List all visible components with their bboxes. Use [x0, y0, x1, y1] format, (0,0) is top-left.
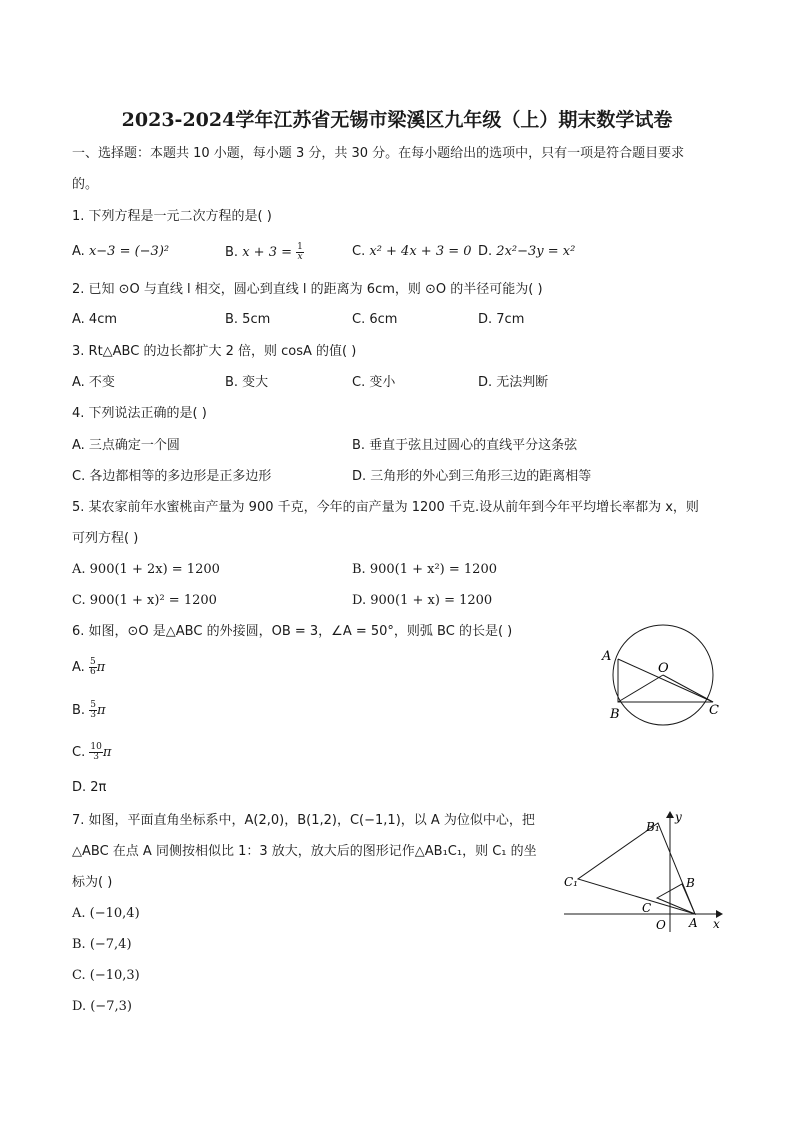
q3-option-a: A. 不变	[72, 375, 115, 390]
q1-d-label: D.	[478, 244, 493, 259]
label-b1: B₁	[646, 820, 660, 834]
q5-option-c: C. 900(1 + x)² = 1200	[72, 593, 217, 608]
q6-c-den: 3	[93, 752, 99, 762]
section-heading-line1: 一、选择题：本题共 10 小题，每小题 3 分，共 30 分。在每小题给出的选项中，只有一项是符合题目要求	[72, 146, 685, 161]
q3-option-d: D. 无法判断	[478, 375, 549, 390]
triangle-ab1c1	[578, 823, 695, 914]
q2-stem: 2. 已知 ⊙O 与直线 l 相交，圆心到直线 l 的距离为 6cm，则 ⊙O 的半径可能为( )	[72, 282, 543, 297]
q5-option-a: A. 900(1 + 2x) = 1200	[72, 562, 220, 577]
q1-stem: 1. 下列方程是一元二次方程的是( )	[72, 209, 272, 224]
q7-stem-line1: 7. 如图，平面直角坐标系中，A(2,0)，B(1,2)，C(−1,1)，以 A 为位似中心，把	[72, 813, 535, 828]
q1-option-a	[72, 243, 169, 261]
q6-circle-figure	[596, 622, 730, 732]
q7-stem-line3: 标为( )	[72, 875, 113, 890]
q1-option-b	[225, 243, 304, 262]
q2-options	[72, 311, 722, 329]
q6-a-den: 6	[89, 667, 96, 677]
exam-title: 2023-2024学年江苏省无锡市梁溪区九年级（上）期末数学试卷	[121, 109, 673, 131]
q1-a-expr: x−3 = (−3)²	[88, 244, 170, 259]
q1-a-label: A.	[72, 244, 85, 259]
q1-d-expr: 2x²−3y = x²	[496, 244, 576, 259]
q3-option-c: C. 变小	[352, 375, 396, 390]
q2-option-b: B. 5cm	[225, 312, 271, 327]
q6-c-num: 10	[90, 742, 102, 752]
label-b: B	[686, 876, 695, 890]
q4-option-b: B. 垂直于弦且过圆心的直线平分这条弦	[352, 438, 578, 453]
q6-stem: 6. 如图，⊙O 是△ABC 的外接圆，OB = 3，∠A = 50°，则弧 BC 的长是( )	[72, 624, 513, 639]
section-heading-line2: 的。	[72, 177, 99, 192]
segment-ob	[618, 675, 663, 702]
q4-option-a: A. 三点确定一个圆	[72, 438, 180, 453]
q1-c-label: C.	[352, 244, 366, 259]
q4-options-row2	[72, 468, 722, 486]
y-axis-arrow	[666, 811, 674, 818]
q6-a-fraction	[89, 658, 97, 677]
q7-coordinate-figure	[560, 808, 730, 934]
q6-option-c	[72, 743, 111, 762]
q5-stem-line2: 可列方程( )	[72, 531, 139, 546]
label-a: A	[602, 649, 612, 664]
segment-oc	[663, 675, 713, 702]
q3-options	[72, 374, 722, 392]
q1-option-c	[352, 243, 472, 261]
q3-stem: 3. Rt△ABC 的边长都扩大 2 倍，则 cosA 的值( )	[72, 344, 357, 359]
label-a: A	[689, 916, 698, 930]
q6-option-b	[72, 701, 105, 720]
q1-options	[72, 243, 722, 261]
q2-option-c: C. 6cm	[352, 312, 398, 327]
q1-b-num: 1	[297, 242, 303, 252]
q7-option-a: A. (−10,4)	[72, 906, 140, 921]
label-x: x	[713, 917, 720, 931]
q6-b-fraction	[89, 701, 97, 720]
label-y: y	[675, 810, 682, 824]
q7-option-c: C. (−10,3)	[72, 968, 140, 983]
label-c1: C₁	[564, 875, 578, 889]
q7-option-b: B. (−7,4)	[72, 937, 132, 952]
q1-option-d	[478, 243, 575, 261]
q6-b-label: B.	[72, 703, 86, 718]
q5-options-row2	[72, 592, 722, 610]
q4-option-c: C. 各边都相等的多边形是正多边形	[72, 469, 272, 484]
q6-c-fraction	[89, 743, 102, 762]
q7-option-d: D. (−7,3)	[72, 999, 132, 1014]
q6-c-pi: π	[102, 745, 112, 760]
q6-c-label: C.	[72, 745, 86, 760]
q6-option-a	[72, 658, 105, 677]
q5-option-d: D. 900(1 + x) = 1200	[352, 593, 493, 608]
q4-option-d: D. 三角形的外心到三角形三边的距离相等	[352, 469, 592, 484]
q2-option-d: D. 7cm	[478, 312, 525, 327]
q6-b-pi: π	[96, 703, 106, 718]
q4-options-row1	[72, 437, 722, 455]
q1-b-label: B.	[225, 245, 239, 260]
q6-a-num: 5	[89, 657, 96, 667]
q6-option-d: D. 2π	[72, 780, 107, 795]
q4-stem: 4. 下列说法正确的是( )	[72, 406, 207, 421]
q1-b-expr: x + 3 =	[242, 245, 292, 260]
label-o: O	[658, 661, 669, 676]
q5-options-row1	[72, 561, 722, 579]
label-o: O	[656, 918, 666, 932]
q5-stem-line1: 5. 某农家前年水蜜桃亩产量为 900 千克，今年的亩产量为 1200 千克.设从前年到今年平均增长率都为 x，则	[72, 500, 699, 515]
q1-c-expr: x² + 4x + 3 = 0	[369, 244, 472, 259]
label-c: C	[642, 901, 652, 915]
q6-b-den: 3	[90, 710, 96, 720]
q6-a-pi: π	[96, 660, 106, 675]
label-c: C	[709, 703, 719, 718]
q5-option-b: B. 900(1 + x²) = 1200	[352, 562, 497, 577]
q3-option-b: B. 变大	[225, 375, 269, 390]
q1-b-fraction	[296, 243, 304, 262]
q2-option-a: A. 4cm	[72, 312, 118, 327]
q1-b-den: x	[297, 252, 303, 262]
q6-b-num: 5	[90, 700, 96, 710]
q6-a-label: A.	[72, 660, 85, 675]
label-b: B	[610, 707, 620, 722]
q7-stem-line2: △ABC 在点 A 同侧按相似比 1：3 放大，放大后的图形记作△AB₁C₁，则 C₁ 的坐	[72, 844, 537, 859]
